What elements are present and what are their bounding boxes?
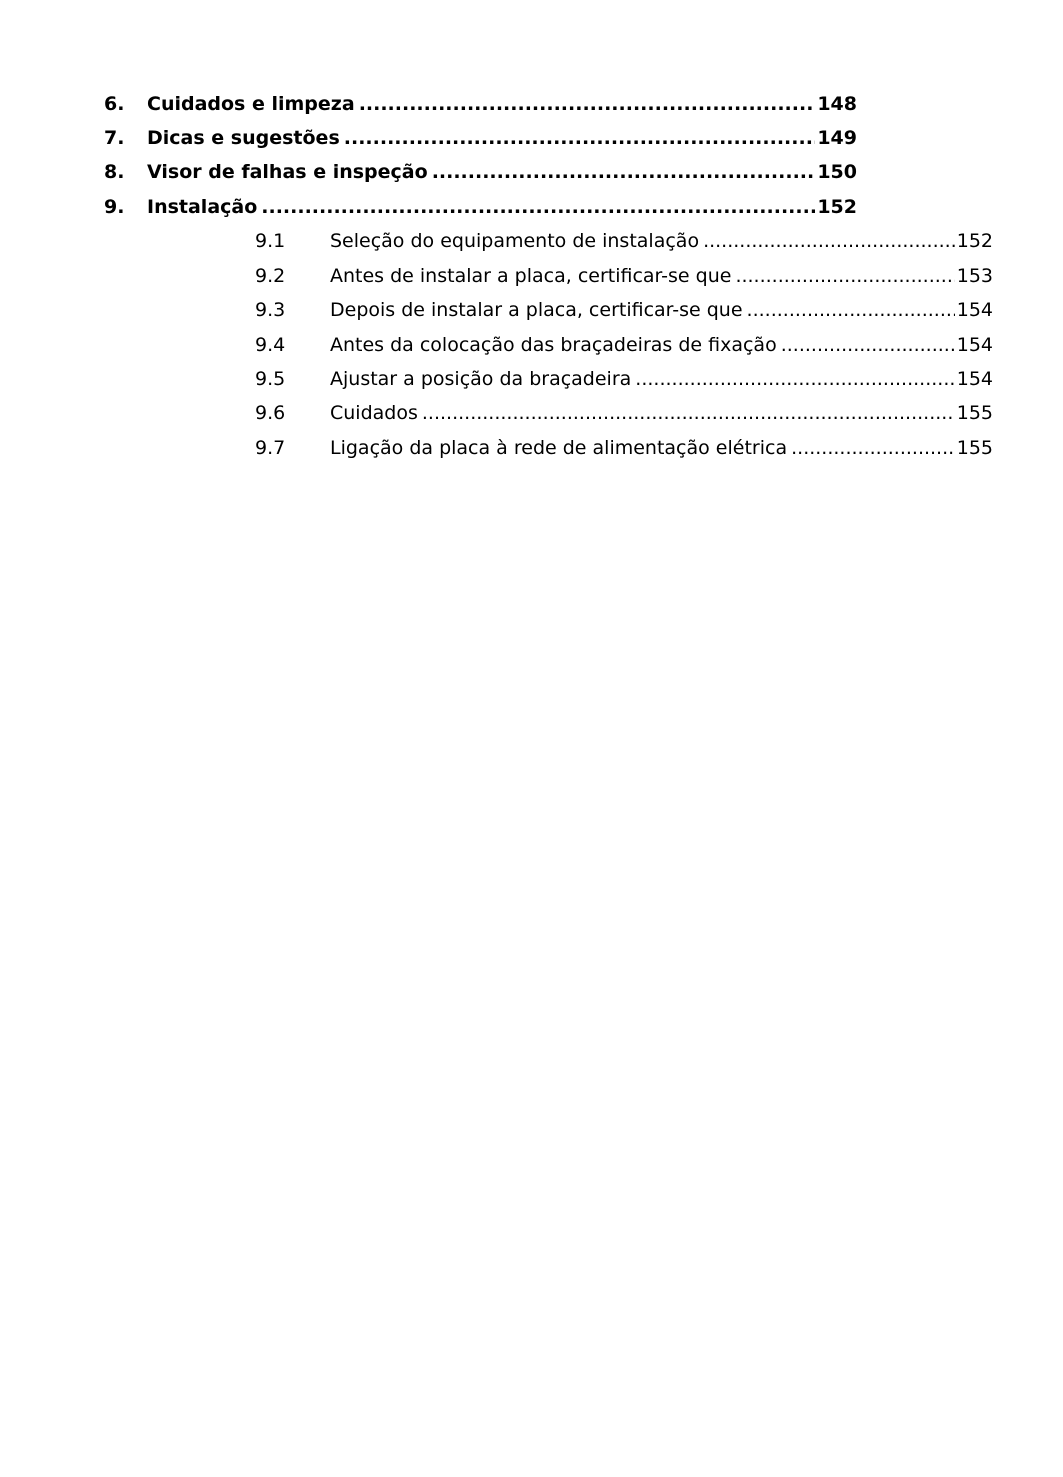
toc-entry-number: 9.4 (255, 334, 286, 356)
dot-leader (635, 364, 954, 394)
toc-entry-page: 154 (956, 368, 993, 390)
dot-leader (261, 192, 815, 222)
toc-entry-title: Cuidados (330, 402, 418, 424)
toc-entry-title: Antes da colocação das braçadeiras de fixação (330, 334, 777, 356)
dot-leader (735, 261, 954, 291)
toc-entry-title: Cuidados e limpeza (147, 93, 355, 115)
toc-entry-page: 154 (956, 299, 993, 321)
toc-entry-title: Instalação (147, 196, 258, 218)
dot-leader (747, 295, 955, 325)
toc-subentry-9-1[interactable] (255, 226, 993, 256)
toc-entry-page: 150 (817, 161, 857, 183)
dot-leader (344, 123, 816, 153)
toc-entry-number: 9.3 (255, 299, 286, 321)
toc-entry-number: 7. (104, 127, 125, 149)
dot-leader (781, 330, 955, 360)
toc-entry-page: 148 (817, 93, 857, 115)
toc-entry-6[interactable] (104, 89, 857, 119)
toc-subentry-9-6[interactable] (255, 398, 993, 428)
toc-entry-number: 8. (104, 161, 125, 183)
toc-subentry-9-2[interactable] (255, 261, 993, 291)
toc-subentry-9-4[interactable] (255, 330, 993, 360)
toc-subentry-9-7[interactable] (255, 433, 993, 463)
dot-leader (703, 226, 955, 256)
toc-entry-8[interactable] (104, 157, 857, 187)
toc-entry-number: 9.2 (255, 265, 286, 287)
dot-leader (432, 157, 816, 187)
toc-entry-page: 155 (956, 437, 993, 459)
toc-entry-number: 9. (104, 196, 125, 218)
toc-entry-title: Antes de instalar a placa, certificar-se que (330, 265, 732, 287)
toc-entry-title: Dicas e sugestões (147, 127, 340, 149)
toc-entry-number: 9.7 (255, 437, 286, 459)
toc-entry-title: Seleção do equipamento de instalação (330, 230, 700, 252)
toc-entry-title: Visor de falhas e inspeção (147, 161, 428, 183)
toc-entry-title: Ligação da placa à rede de alimentação elétrica (330, 437, 788, 459)
toc-entry-7[interactable] (104, 123, 857, 153)
toc-entry-page: 152 (956, 230, 993, 252)
toc-subentry-9-3[interactable] (255, 295, 993, 325)
toc-entry-number: 9.5 (255, 368, 286, 390)
toc-entry-number: 9.6 (255, 402, 286, 424)
toc-entry-page: 154 (956, 334, 993, 356)
toc-entry-page: 155 (956, 402, 993, 424)
toc-entry-title: Ajustar a posição da braçadeira (330, 368, 632, 390)
toc-entry-number: 6. (104, 93, 125, 115)
dot-leader (359, 89, 816, 119)
dot-leader (791, 433, 955, 463)
toc-entry-page: 152 (817, 196, 857, 218)
toc-entry-number: 9.1 (255, 230, 286, 252)
toc-entry-page: 149 (817, 127, 857, 149)
toc-subentry-9-5[interactable] (255, 364, 993, 394)
toc-entry-page: 153 (956, 265, 993, 287)
toc-entry-title: Depois de instalar a placa, certificar-se que (330, 299, 743, 321)
toc-entry-9[interactable] (104, 192, 857, 222)
dot-leader (422, 398, 955, 428)
